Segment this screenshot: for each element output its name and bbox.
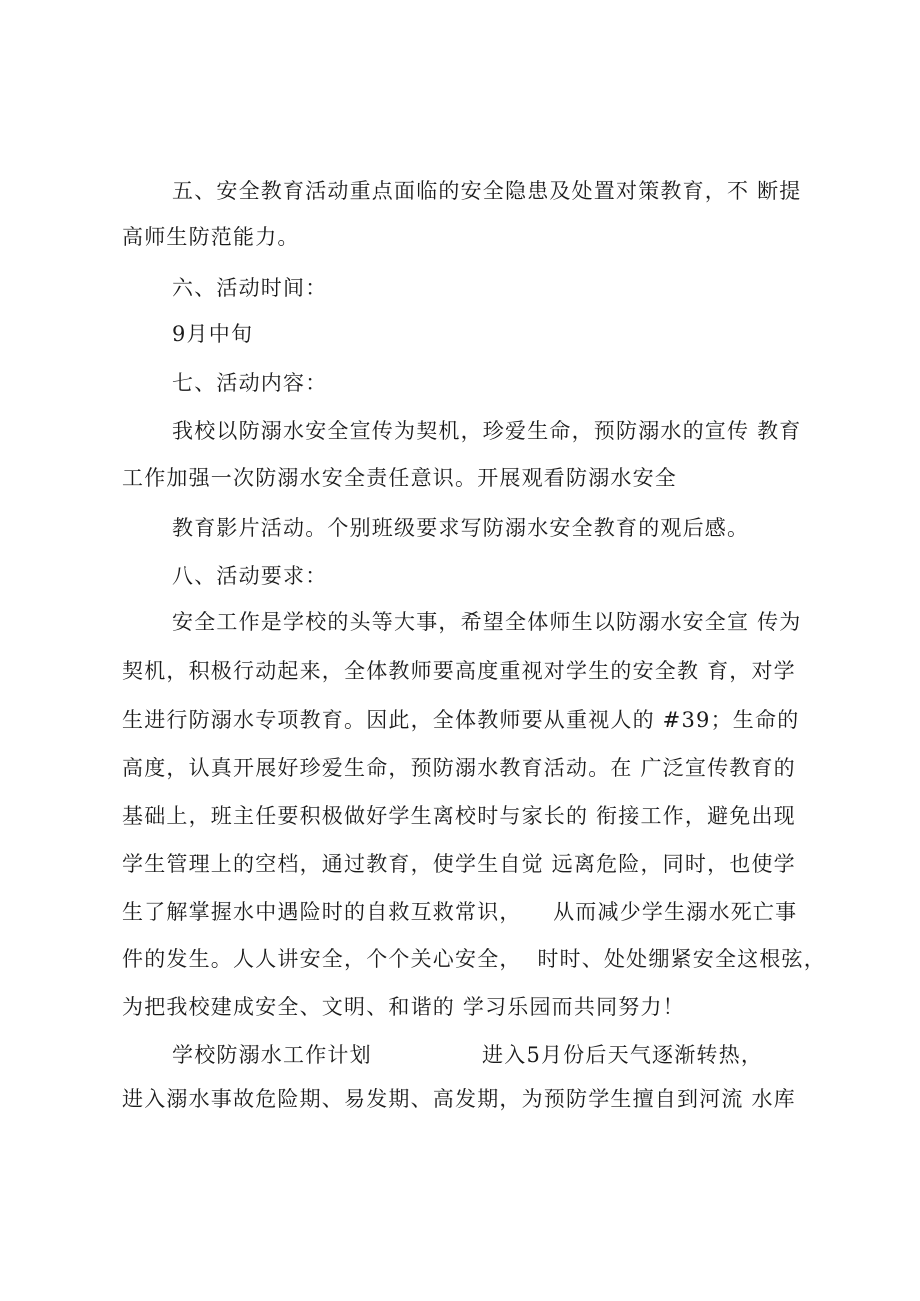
text-line: 基础上，班主任要积极做好学生离校时与家长的 衔接工作，避免出现	[122, 804, 796, 828]
text-line: 八、活动要求：	[172, 564, 328, 588]
text-line: 高度，认真开展好珍爱生命，预防溺水教育活动。在 广泛宣传教育的	[122, 756, 796, 780]
text-line: 件的发生。人人讲安全，个个关心安全， 时时、处处绷紧安全这根弦，	[122, 947, 826, 971]
text-line: 学生管理上的空档，通过教育，使学生自觉 远离危险，同时，也使学	[122, 852, 796, 876]
text-line: 9月中旬	[172, 322, 254, 346]
text-line: 六、活动时间：	[172, 276, 328, 300]
text-line: 安全工作是学校的头等大事，希望全体师生以防溺水安全宣 传为	[172, 610, 802, 634]
text-line: 五、安全教育活动重点面临的安全隐患及处置对策教育，不 断提	[172, 179, 802, 203]
text-line: 我校以防溺水安全宣传为契机，珍爱生命，预防溺水的宣传 教育	[172, 419, 802, 443]
text-line: 七、活动内容：	[172, 371, 328, 395]
text-line: 生了解掌握水中遇险时的自救互救常识， 从而减少学生溺水死亡事	[122, 900, 798, 924]
text-line: 生进行防溺水专项教育。因此，全体教师要从重视人的 #39；生命的	[122, 708, 800, 732]
text-line: 契机，积极行动起来，全体教师要高度重视对学生的安全教 育，对学	[122, 659, 796, 683]
text-line: 为把我校建成安全、文明、和谐的 学习乐园而共同努力！	[122, 995, 685, 1019]
text-line: 学校防溺水工作计划 进入5月份后天气逐渐转热，	[172, 1043, 764, 1067]
text-line: 进入溺水事故危险期、易发期、高发期，为预防学生擅自到河流 水库	[122, 1087, 796, 1111]
text-line: 教育影片活动。个别班级要求写防溺水安全教育的观后感。	[172, 516, 750, 540]
text-line: 工作加强一次防溺水安全责任意识。开展观看防溺水安全	[122, 466, 677, 490]
text-line: 高师生防范能力。	[122, 225, 300, 249]
